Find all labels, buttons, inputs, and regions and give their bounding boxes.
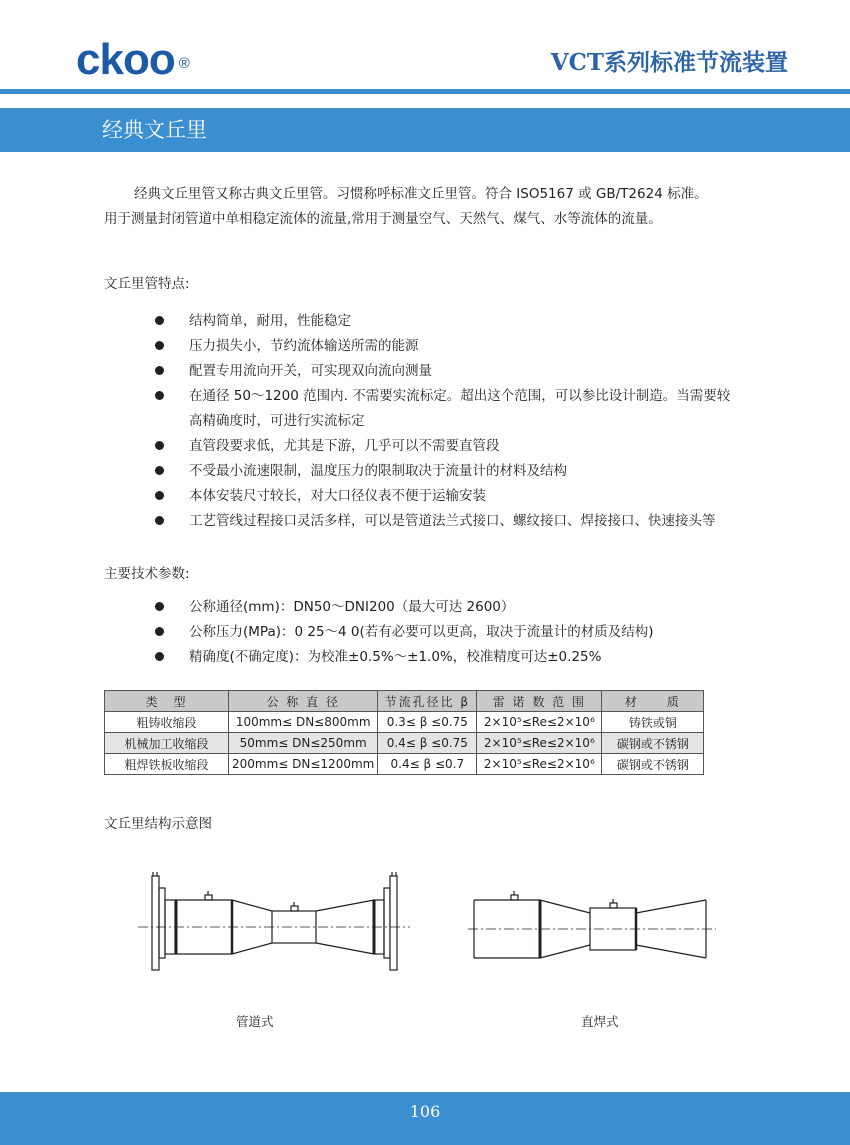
header-rule	[0, 89, 850, 94]
table-row	[105, 733, 704, 754]
list-item	[155, 309, 730, 334]
table-cell: 机械加工收缩段	[105, 733, 229, 754]
bullet-icon	[155, 652, 164, 661]
list-item-continuation	[155, 409, 730, 434]
table-header-cell: 雷 诺 数 范 围	[477, 691, 602, 712]
list-item	[155, 459, 730, 484]
table-cell: 粗铸收缩段	[105, 712, 229, 733]
table-cell: 粗焊铁板收缩段	[105, 754, 229, 775]
registered-mark: ®	[178, 55, 190, 72]
list-item-text: 结构简单，耐用，性能稳定	[189, 313, 351, 329]
params-heading: 主要技术参数:	[104, 566, 190, 582]
flanged-venturi-drawing	[138, 872, 410, 970]
list-item	[155, 484, 730, 509]
bullet-icon	[155, 441, 164, 450]
list-item	[155, 384, 730, 409]
table-cell: 2×10⁵≤Re≤2×10⁶	[477, 733, 602, 754]
list-item	[155, 334, 730, 359]
intro-line-2: 用于测量封闭管道中单相稳定流体的流量,常用于测量空气、天然气、煤气、水等流体的流量。	[104, 211, 662, 227]
list-item	[155, 595, 654, 620]
table-cell: 0.4≤ β ≤0.7	[378, 754, 477, 775]
series-title: VCT系列标准节流装置	[550, 49, 788, 76]
brand-logo	[76, 36, 190, 84]
table-header-row	[105, 691, 704, 712]
section-bar	[0, 108, 850, 152]
bullet-icon	[155, 516, 164, 525]
list-item-text: 公称压力(MPa)：0 25～4 0(若有必要可以更高，取决于流量计的材质及结构)	[189, 624, 654, 640]
list-item-text: 压力损失小，节约流体输送所需的能源	[189, 338, 419, 354]
bullet-icon	[155, 627, 164, 636]
caption-welded: 直焊式	[581, 1014, 619, 1029]
table-cell: 200mm≤ DN≤1200mm	[229, 754, 378, 775]
list-item-text: 精确度(不确定度)：为校准±0.5%～±1.0%，校准精度可达±0.25%	[189, 649, 602, 665]
intro-paragraph	[104, 182, 764, 232]
bullet-icon	[155, 391, 164, 400]
table-cell: 铸铁或铜	[602, 712, 704, 733]
list-item-text: 配置专用流向开关，可实现双向流向测量	[189, 363, 432, 379]
list-item-text: 直管段要求低，尤其是下游，几乎可以不需要直管段	[189, 438, 500, 454]
list-item-text: 工艺管线过程接口灵活多样，可以是管道法兰式接口、螺纹接口、焊接接口、快速接头等	[189, 513, 716, 529]
section-title: 经典文丘里	[102, 118, 207, 142]
diagram-title: 文丘里结构示意图	[104, 816, 212, 832]
spec-table	[104, 690, 704, 775]
list-item-text: 不受最小流速限制，温度压力的限制取决于流量计的材料及结构	[189, 463, 567, 479]
table-header-cell: 节流孔径比 β	[378, 691, 477, 712]
table-cell: 0.3≤ β ≤0.75	[378, 712, 477, 733]
bullet-icon	[155, 466, 164, 475]
table-header-cell: 材 质	[602, 691, 704, 712]
table-header-cell: 类 型	[105, 691, 229, 712]
list-item	[155, 359, 730, 384]
footer-bar	[0, 1092, 850, 1145]
list-item	[155, 620, 654, 645]
table-header-cell: 公 称 直 径	[229, 691, 378, 712]
bullet-icon	[155, 366, 164, 375]
venturi-diagram	[0, 860, 850, 1000]
table-row	[105, 712, 704, 733]
welded-venturi-drawing	[468, 891, 716, 958]
table-cell: 0.4≤ β ≤0.75	[378, 733, 477, 754]
table-cell: 50mm≤ DN≤250mm	[229, 733, 378, 754]
table-cell: 碳钢或不锈钢	[602, 733, 704, 754]
table-cell: 碳钢或不锈钢	[602, 754, 704, 775]
features-heading: 文丘里管特点:	[104, 276, 190, 292]
list-item	[155, 434, 730, 459]
table-row	[105, 754, 704, 775]
table-cell: 2×10⁵≤Re≤2×10⁶	[477, 712, 602, 733]
logo-text: ckoo	[76, 35, 175, 84]
list-item-text: 公称通径(mm)：DN50～DNI200（最大可达 2600）	[189, 599, 515, 615]
bullet-icon	[155, 602, 164, 611]
caption-flanged: 管道式	[236, 1014, 274, 1029]
list-item	[155, 509, 730, 534]
table-cell: 2×10⁵≤Re≤2×10⁶	[477, 754, 602, 775]
page-number: 106	[409, 1102, 441, 1121]
params-list	[155, 595, 654, 670]
list-item	[155, 645, 654, 670]
bullet-icon	[155, 316, 164, 325]
features-list	[155, 309, 730, 534]
list-item-text: 在通径 50～1200 范围内. 不需要实流标定。超出这个范围，可以参比设计制造。当需要较	[189, 388, 731, 404]
bullet-icon	[155, 341, 164, 350]
table-cell: 100mm≤ DN≤800mm	[229, 712, 378, 733]
list-item-text: 高精确度时，可进行实流标定	[189, 413, 365, 429]
bullet-icon	[155, 491, 164, 500]
intro-line-1: 经典文丘里管又称古典文丘里管。习惯称呼标准文丘里管。符合 ISO5167 或 GB/T2624 标准。	[134, 186, 708, 202]
list-item-text: 本体安装尺寸较长，对大口径仪表不便于运输安装	[189, 488, 486, 504]
